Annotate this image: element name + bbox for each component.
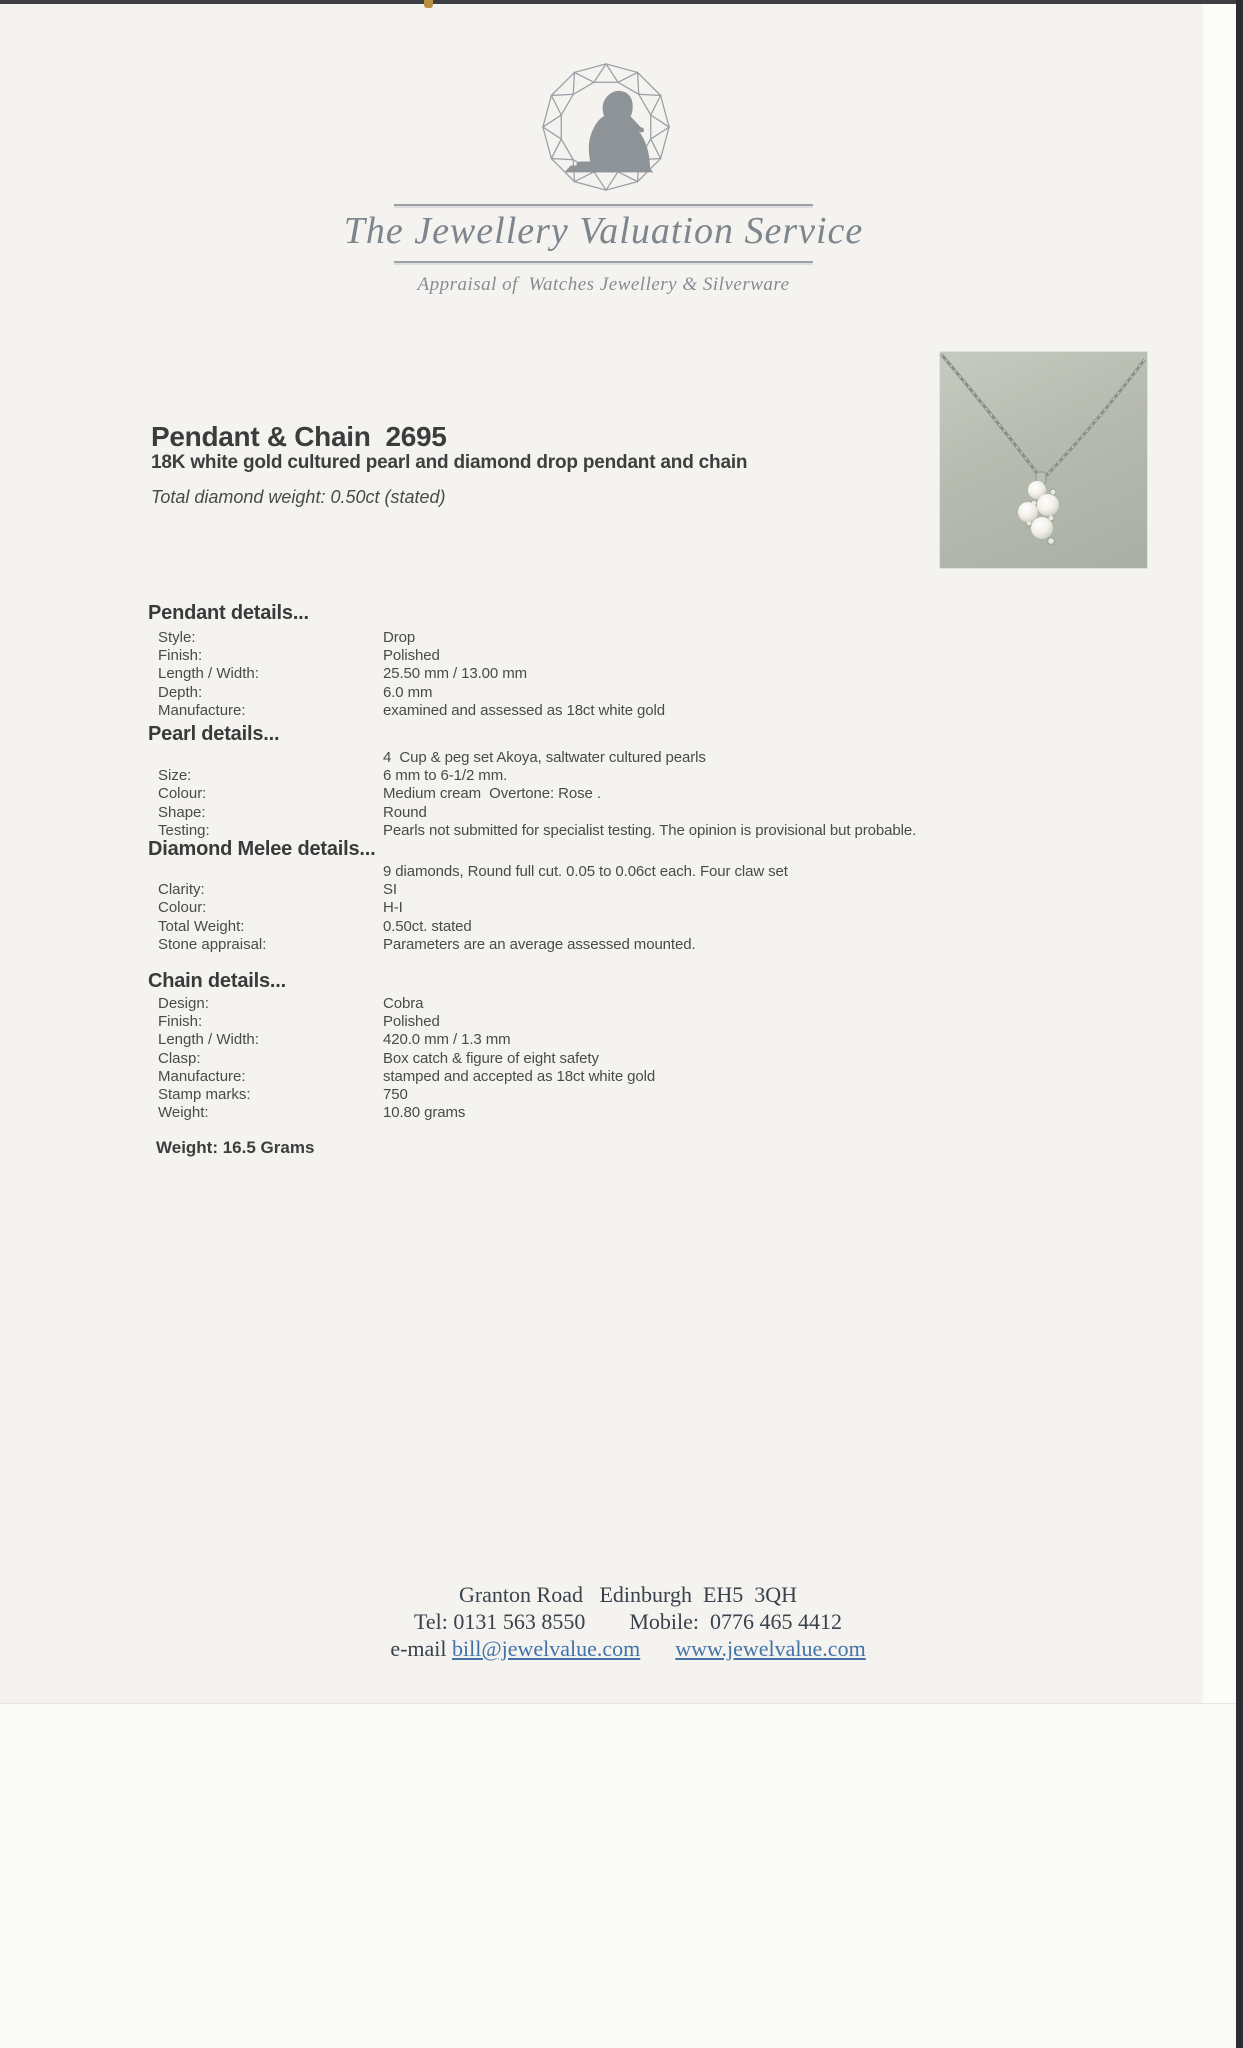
detail-value: Drop	[383, 629, 416, 646]
gemologist-diamond-logo-icon	[537, 60, 675, 198]
detail-row	[148, 863, 1088, 881]
detail-value: 4 Cup & peg set Akoya, saltwater cultured pearls	[383, 749, 706, 766]
underlying-paper-edge	[0, 1703, 1236, 2048]
detail-label: Depth:	[158, 683, 203, 701]
detail-label: Manufacture:	[158, 701, 246, 719]
detail-value: 25.50 mm / 13.00 mm	[383, 665, 527, 683]
detail-row	[148, 767, 1088, 785]
pendant-cluster	[1018, 472, 1059, 544]
detail-value: Cobra	[383, 995, 424, 1012]
section-heading: Diamond Melee details...	[148, 838, 376, 860]
detail-label: Weight:	[158, 1104, 209, 1122]
detail-value: 10.80 grams	[383, 1104, 466, 1122]
section-heading: Pearl details...	[148, 723, 280, 745]
detail-row	[148, 1086, 1088, 1104]
detail-value: Parameters are an average assessed mounted.	[383, 935, 696, 953]
detail-row	[148, 629, 1088, 647]
detail-value: 6.0 mm	[383, 683, 433, 701]
footer-address: Granton Road Edinburgh EH5 3QH	[458, 1582, 798, 1607]
detail-row	[148, 1031, 1088, 1049]
section-diamond-melee-details	[148, 838, 1088, 968]
detail-value: 6 mm to 6-1/2 mm.	[383, 767, 508, 785]
footer-contact-block	[311, 1581, 945, 1662]
scanner-right-edge	[1236, 0, 1243, 2048]
detail-label: Size:	[158, 767, 192, 785]
detail-label: Stone appraisal:	[158, 935, 267, 953]
detail-value: 420.0 mm / 1.3 mm	[383, 1031, 511, 1049]
footer-phones: Tel: 0131 563 8550 Mobile: 0776 465 4412	[413, 1609, 843, 1634]
detail-label: Colour:	[158, 899, 207, 917]
total-weight: Weight: 16.5 Grams	[156, 1138, 315, 1157]
detail-rows	[148, 863, 1088, 954]
detail-value: Round	[383, 803, 427, 821]
section-heading: Chain details...	[148, 970, 286, 992]
detail-label: Finish:	[158, 1013, 203, 1031]
detail-row	[148, 995, 1088, 1013]
detail-value: stamped and accepted as 18ct white gold	[383, 1067, 656, 1085]
detail-value: H-I	[383, 899, 403, 917]
detail-row	[148, 1068, 1088, 1086]
detail-label: Length / Width:	[158, 665, 259, 683]
detail-row	[148, 936, 1088, 954]
detail-value: Pearls not submitted for specialist testing. The opinion is provisional but probable.	[383, 821, 917, 839]
detail-label: Length / Width:	[158, 1031, 259, 1049]
detail-row	[148, 899, 1088, 917]
website-link[interactable]: www.jewelvalue.com	[675, 1636, 866, 1661]
email-link[interactable]: bill@jewelvalue.com	[452, 1636, 641, 1661]
detail-label: Clarity:	[158, 881, 205, 899]
detail-label: Total Weight:	[158, 917, 245, 935]
detail-row	[148, 1050, 1088, 1068]
detail-row	[148, 881, 1088, 899]
item-title: Pendant & Chain 2695	[151, 421, 447, 452]
detail-label: Clasp:	[158, 1049, 201, 1067]
detail-row	[148, 918, 1088, 936]
detail-rows	[148, 995, 1088, 1122]
detail-row	[148, 1104, 1088, 1122]
detail-label: Testing:	[158, 821, 210, 839]
item-subtitle: 18K white gold cultured pearl and diamond drop pendant and chain	[151, 452, 748, 473]
detail-value: Polished	[383, 1013, 440, 1031]
detail-label: Finish:	[158, 647, 203, 665]
detail-row	[148, 804, 1088, 822]
detail-row	[148, 785, 1088, 803]
detail-value: SI	[383, 881, 397, 899]
chain-lines	[941, 354, 1145, 478]
detail-row	[148, 1013, 1088, 1031]
detail-row	[148, 665, 1088, 683]
detail-rows	[148, 629, 1088, 720]
detail-value: examined and assessed as 18ct white gold	[383, 701, 666, 719]
header-rule-bottom	[394, 261, 813, 263]
detail-value: 750	[383, 1085, 408, 1103]
section-chain-details	[148, 970, 1088, 1122]
pendant-photo	[940, 352, 1147, 568]
brand-title: The Jewellery Valuation Service	[343, 210, 864, 252]
item-note: Total diamond weight: 0.50ct (stated)	[151, 487, 446, 507]
detail-value: Box catch & figure of eight safety	[383, 1049, 599, 1067]
detail-label: Design:	[158, 995, 209, 1012]
detail-label: Stamp marks:	[158, 1085, 251, 1103]
detail-value: Medium cream Overtone: Rose .	[383, 785, 601, 803]
footer-email-line	[311, 1635, 945, 1662]
section-pendant-details	[148, 602, 1088, 732]
detail-value: Polished	[383, 647, 440, 665]
email-prefix: e-mail	[390, 1636, 453, 1661]
detail-row	[148, 702, 1088, 720]
paper-speck	[424, 0, 433, 8]
detail-label: Colour:	[158, 785, 207, 803]
section-pearl-details	[148, 723, 1088, 853]
header-rule-top	[394, 204, 813, 206]
brand-tagline: Appraisal of Watches Jewellery & Silverware	[417, 274, 790, 295]
detail-value: 0.50ct. stated	[383, 917, 472, 935]
detail-label: Shape:	[158, 803, 206, 821]
scanner-top-edge	[0, 0, 1243, 4]
detail-rows	[148, 749, 1088, 840]
section-heading: Pendant details...	[148, 602, 309, 624]
detail-row	[148, 749, 1088, 767]
detail-row	[148, 684, 1088, 702]
detail-label: Manufacture:	[158, 1067, 246, 1085]
detail-row	[148, 647, 1088, 665]
detail-label: Style:	[158, 629, 196, 646]
detail-value: 9 diamonds, Round full cut. 0.05 to 0.06ct each. Four claw set	[383, 863, 788, 880]
